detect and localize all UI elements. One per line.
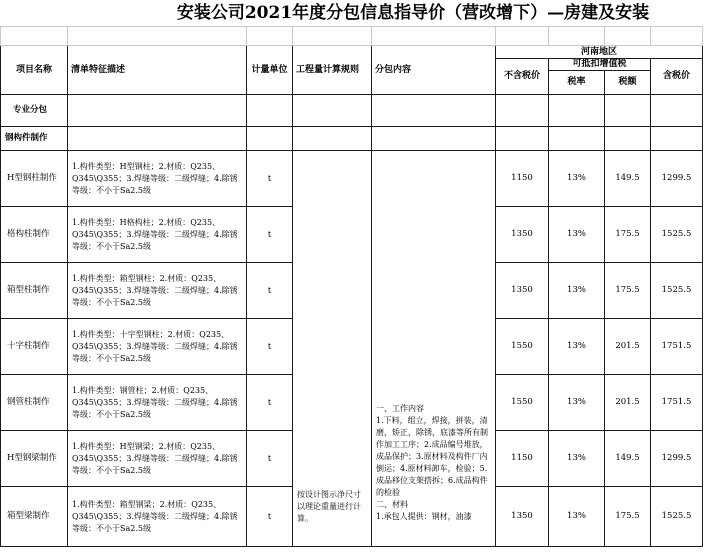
item-tax-amount[interactable]: 175.5 xyxy=(605,263,651,319)
item-tax-rate[interactable]: 13% xyxy=(549,263,605,319)
sheet-title: 安装公司2021年度分包信息指导价（营改增下）—房建及安装 xyxy=(176,3,650,23)
section-steel-fabrication[interactable]: 钢构件制作 xyxy=(1,127,68,151)
section-row-professional xyxy=(1,95,703,127)
item-name[interactable]: H型钢梁制作 xyxy=(1,431,68,487)
item-name[interactable]: 箱型柱制作 xyxy=(1,263,68,319)
item-pre-tax[interactable]: 1550 xyxy=(496,375,549,431)
item-pre-tax[interactable]: 1150 xyxy=(496,151,549,207)
item-tax-rate[interactable]: 13% xyxy=(549,151,605,207)
item-name[interactable]: H型钢柱制作 xyxy=(1,151,68,207)
item-tax-rate[interactable]: 13% xyxy=(549,431,605,487)
item-tax-incl[interactable]: 1299.5 xyxy=(651,151,703,207)
header-region[interactable]: 河南地区 xyxy=(496,46,703,59)
price-table xyxy=(0,26,703,547)
header-tax-rate[interactable]: 税率 xyxy=(549,71,605,95)
item-tax-incl[interactable]: 1299.5 xyxy=(651,431,703,487)
item-name[interactable]: 箱型梁制作 xyxy=(1,487,68,547)
item-tax-incl[interactable]: 1751.5 xyxy=(651,319,703,375)
header-row-1 xyxy=(1,46,703,59)
item-tax-amount[interactable]: 175.5 xyxy=(605,207,651,263)
header-pre-tax[interactable]: 不含税价 xyxy=(496,59,549,95)
item-tax-rate[interactable]: 13% xyxy=(549,207,605,263)
spreadsheet-grid xyxy=(0,26,706,556)
item-tax-incl[interactable]: 1525.5 xyxy=(651,487,703,547)
item-pre-tax[interactable]: 1350 xyxy=(496,487,549,547)
item-desc[interactable]: 1.构件类型：箱型钢梁；2.材质：Q235、Q345\Q355；3.焊缝等级：二级焊缝；4.除锈等级：不小于Sa2.5级 xyxy=(68,487,247,547)
item-tax-rate[interactable]: 13% xyxy=(549,487,605,547)
item-desc[interactable]: 1.构件类型：H型钢梁；2.材质：Q235、Q345\Q355；3.焊缝等级：二级焊缝；4.除锈等级：不小于Sa2.5级 xyxy=(68,431,247,487)
header-tax-incl[interactable]: 含税价 xyxy=(651,59,703,95)
header-unit[interactable]: 计量单位 xyxy=(247,46,293,95)
header-deductible-vat[interactable]: 可抵扣增值税 xyxy=(549,59,651,71)
sub-content-cell[interactable]: 一、工作内容 1.下料，组立，焊接，拼装，清磨，矫正，除锈，底漆等所有制作加工工序；2.成品编号堆放，成品保护；3.原材料及构件厂内倒运；4.原材料卸车，检验；5.成品移位支架搭拆；6.成品构件的检验 二、材料 1.承包人提供：钢材，油漆 xyxy=(372,151,496,547)
item-unit[interactable]: t xyxy=(247,375,293,431)
item-desc[interactable]: 1.构件类型：H型钢柱；2.材质：Q235、Q345\Q355；3.焊缝等级：二级焊缝；4.除锈等级：不小于Sa2.5级 xyxy=(68,151,247,207)
item-pre-tax[interactable]: 1150 xyxy=(496,431,549,487)
item-unit[interactable]: t xyxy=(247,263,293,319)
item-tax-rate[interactable]: 13% xyxy=(549,375,605,431)
item-name[interactable]: 十字柱制作 xyxy=(1,319,68,375)
header-calc-rule[interactable]: 工程量计算规则 xyxy=(293,46,372,95)
item-tax-incl[interactable]: 1751.5 xyxy=(651,375,703,431)
section-row-steel xyxy=(1,127,703,151)
item-desc[interactable]: 1.构件类型：钢管柱；2.材质：Q235、Q345\Q355；3.焊缝等级：二级焊缝；4.除锈等级：不小于Sa2.5级 xyxy=(68,375,247,431)
item-desc[interactable]: 1.构件类型：箱型钢柱；2.材质：Q235、Q345\Q355；3.焊缝等级：二级焊缝；4.除锈等级：不小于Sa2.5级 xyxy=(68,263,247,319)
item-tax-amount[interactable]: 201.5 xyxy=(605,375,651,431)
item-tax-amount[interactable]: 149.5 xyxy=(605,431,651,487)
item-desc[interactable]: 1.构件类型：H格构柱；2.材质：Q235、Q345\Q355；3.焊缝等级：二级焊缝；4.除锈等级：不小于Sa2.5级 xyxy=(68,207,247,263)
table-row xyxy=(1,151,703,207)
item-tax-amount[interactable]: 175.5 xyxy=(605,487,651,547)
item-name[interactable]: 钢管柱制作 xyxy=(1,375,68,431)
item-tax-incl[interactable]: 1525.5 xyxy=(651,263,703,319)
item-tax-amount[interactable]: 149.5 xyxy=(605,151,651,207)
item-unit[interactable]: t xyxy=(247,487,293,547)
header-tax-amount[interactable]: 税额 xyxy=(605,71,651,95)
header-item-name[interactable]: 项目名称 xyxy=(1,46,68,95)
item-unit[interactable]: t xyxy=(247,319,293,375)
item-pre-tax[interactable]: 1350 xyxy=(496,207,549,263)
header-sub-content[interactable]: 分包内容 xyxy=(372,46,496,95)
item-name[interactable]: 格构柱制作 xyxy=(1,207,68,263)
item-pre-tax[interactable]: 1550 xyxy=(496,319,549,375)
item-pre-tax[interactable]: 1350 xyxy=(496,263,549,319)
item-tax-amount[interactable]: 201.5 xyxy=(605,319,651,375)
item-tax-rate[interactable]: 13% xyxy=(549,319,605,375)
item-unit[interactable]: t xyxy=(247,151,293,207)
blank-row xyxy=(1,27,703,46)
header-feature-desc[interactable]: 清单特征描述 xyxy=(68,46,247,95)
item-tax-incl[interactable]: 1525.5 xyxy=(651,207,703,263)
item-unit[interactable]: t xyxy=(247,207,293,263)
section-professional[interactable]: 专业分包 xyxy=(1,95,68,127)
item-desc[interactable]: 1.构件类型：十字型钢柱；2.材质：Q235、Q345\Q355；3.焊缝等级：二级焊缝；4.除锈等级：不小于Sa2.5级 xyxy=(68,319,247,375)
item-unit[interactable]: t xyxy=(247,431,293,487)
calc-rule-cell[interactable]: 按设计图示净尺寸以理论重量进行计算。 xyxy=(293,151,372,547)
